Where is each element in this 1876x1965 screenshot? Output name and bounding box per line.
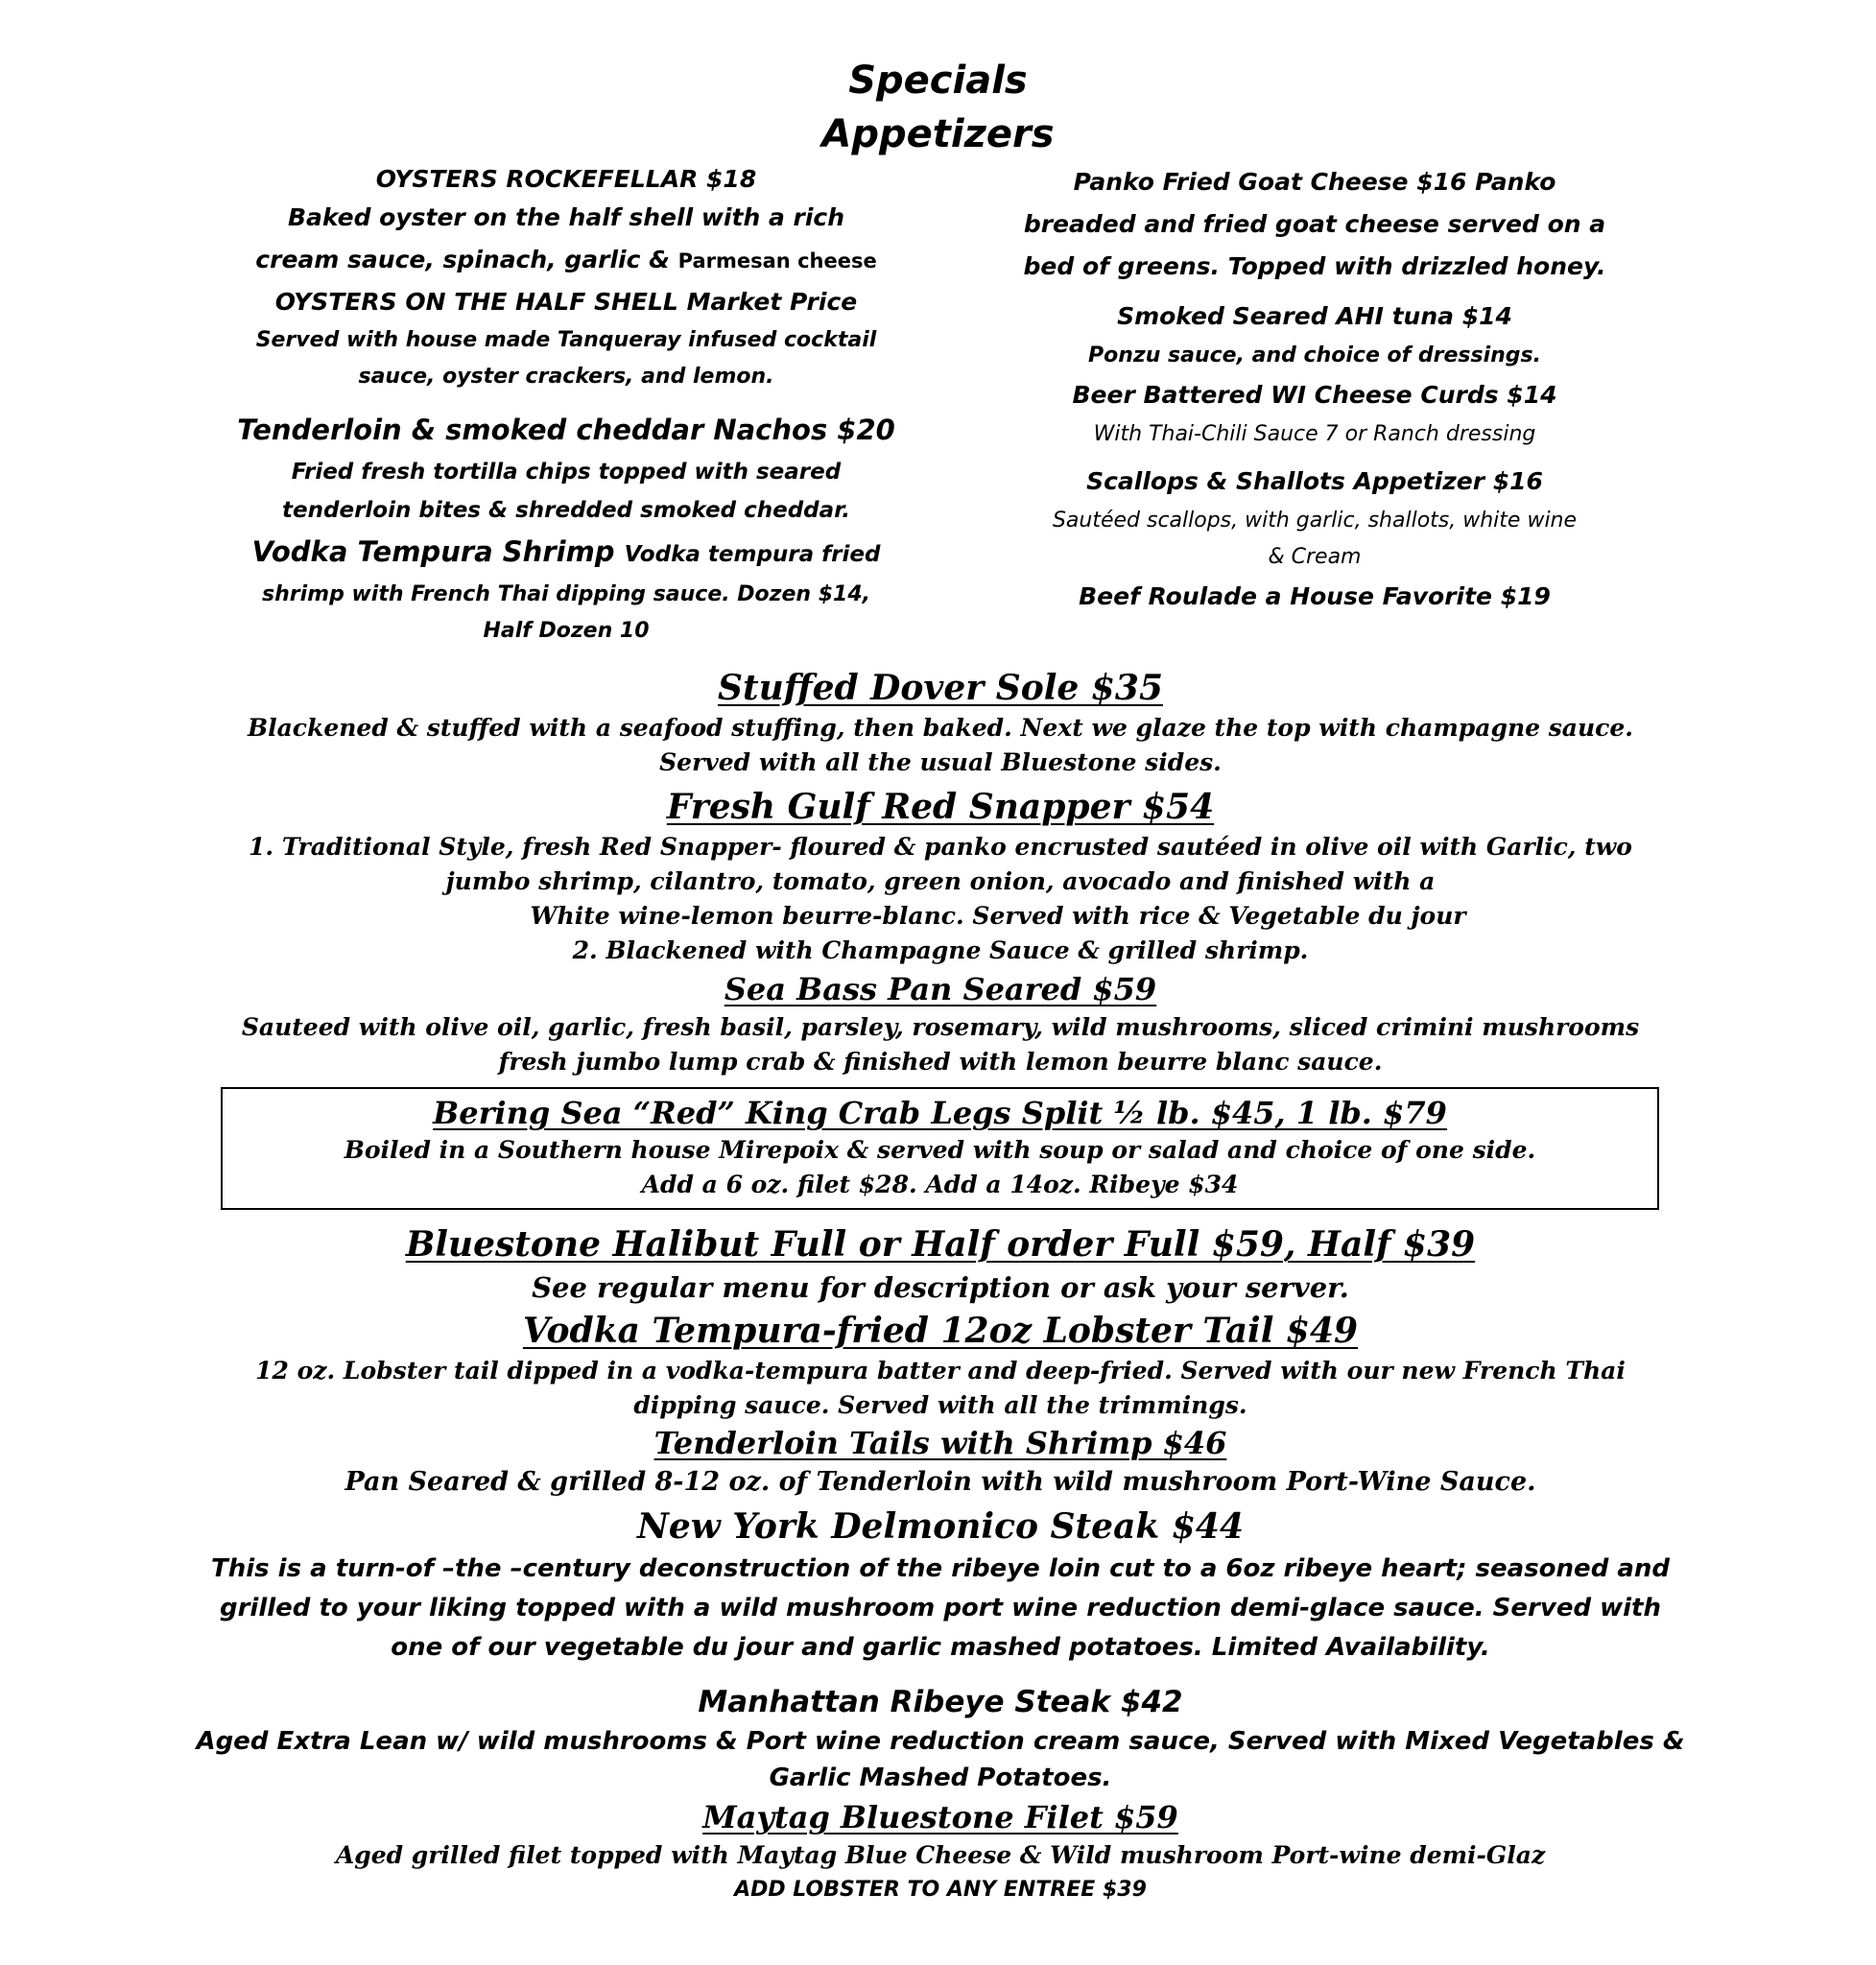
delmonico-desc-3: one of our vegetable du jour and garlic mashed potatoes. Limited Availability. bbox=[391, 1633, 1490, 1662]
scallops-title: Scallops & Shallots Appetizer $16 bbox=[1086, 467, 1543, 495]
sea-bass-desc-1: Sauteed with olive oil, garlic, fresh basil, parsley, rosemary, wild mushrooms, sliced crimini mushrooms bbox=[241, 1013, 1640, 1041]
manhattan-desc-2: Garlic Mashed Potatoes. bbox=[769, 1764, 1112, 1792]
nachos-title: Tenderloin & smoked cheddar Nachos $20 bbox=[237, 414, 895, 446]
oysters-half-shell-desc-2: sauce, oyster crackers, and lemon. bbox=[358, 365, 774, 389]
maytag-desc-1: Aged grilled filet topped with Maytag Blue Cheese & Wild mushroom Port-wine demi-Glaz bbox=[335, 1841, 1546, 1869]
oysters-rockefellar-desc-2-main: cream sauce, spinach, garlic & bbox=[255, 246, 670, 273]
cheese-curds-title: Beer Battered WI Cheese Curds $14 bbox=[1072, 381, 1557, 409]
vodka-shrimp-desc-1: Vodka tempura fried bbox=[624, 542, 881, 567]
delmonico-title: New York Delmonico Steak $44 bbox=[636, 1506, 1245, 1547]
red-snapper-title: Fresh Gulf Red Snapper $54 bbox=[666, 787, 1215, 827]
goat-cheese-desc-3: bed of greens. Topped with drizzled honey. bbox=[1023, 252, 1606, 280]
lobster-tail-desc-2: dipping sauce. Served with all the trimmings. bbox=[633, 1391, 1247, 1419]
king-crab-desc-1: Boiled in a Southern house Mirepoix & served with soup or salad and choice of one side. bbox=[344, 1136, 1536, 1164]
oysters-half-shell-desc-1: Served with house made Tanqueray infused cocktail bbox=[255, 328, 877, 352]
red-snapper-desc-1: 1. Traditional Style, fresh Red Snapper- floured & panko encrusted sautéed in olive oil with Garlic, two bbox=[249, 833, 1632, 861]
manhattan-desc-1: Aged Extra Lean w/ wild mushrooms & Port wine reduction cream sauce, Served with Mixed Vegetables & bbox=[196, 1727, 1685, 1756]
delmonico-desc bbox=[192, 1550, 1689, 1668]
nachos-desc-1: Fried fresh tortilla chips topped with seared bbox=[291, 460, 842, 485]
dover-sole-title: Stuffed Dover Sole $35 bbox=[717, 668, 1163, 708]
tenderloin-tails-desc: Pan Seared & grilled 8-12 oz. of Tenderloin with wild mushroom Port-Wine Sauce. bbox=[344, 1467, 1536, 1497]
nachos-desc-2: tenderloin bites & shredded smoked cheddar. bbox=[282, 498, 850, 523]
sea-bass-desc-2: fresh jumbo lump crab & finished with lemon beurre blanc sauce. bbox=[498, 1048, 1383, 1076]
scallops-desc-2: & Cream bbox=[1268, 545, 1362, 569]
appetizers-left-column bbox=[173, 161, 960, 650]
delmonico-desc-2: grilled to your liking topped with a wild mushroom port wine reduction demi-glace sauce. Served with bbox=[220, 1594, 1661, 1622]
halibut-title: Bluestone Halibut Full or Half order Full $59, Half $39 bbox=[405, 1224, 1476, 1265]
section-title-appetizers: Appetizers bbox=[821, 112, 1055, 156]
lobster-tail-title: Vodka Tempura-fried 12oz Lobster Tail $49 bbox=[522, 1311, 1359, 1351]
maytag-title: Maytag Bluestone Filet $59 bbox=[702, 1799, 1178, 1835]
oysters-rockefellar-desc-2-small: Parmesan cheese bbox=[677, 249, 877, 272]
red-snapper-desc-2: jumbo shrimp, cilantro, tomato, green onion, avocado and finished with a bbox=[445, 867, 1436, 895]
scallops-desc-1: Sautéed scallops, with garlic, shallots, white wine bbox=[1052, 509, 1578, 533]
cheese-curds-desc: With Thai-Chili Sauce 7 or Ranch dressing bbox=[1093, 422, 1536, 446]
halibut-desc: See regular menu for description or ask your server. bbox=[532, 1271, 1349, 1304]
oysters-rockefellar-desc-2 bbox=[173, 239, 960, 282]
oysters-rockefellar-desc-1: Baked oyster on the half shell with a rich bbox=[287, 203, 845, 231]
manhattan-block bbox=[192, 1681, 1689, 1796]
red-snapper-desc-3: White wine-lemon beurre-blanc. Served with rice & Vegetable du jour bbox=[530, 902, 1466, 930]
king-crab-desc-2: Add a 6 oz. filet $28. Add a 14oz. Ribeye $34 bbox=[641, 1171, 1239, 1198]
appetizers-right-column bbox=[960, 161, 1670, 618]
goat-cheese-desc-2: breaded and fried goat cheese served on a bbox=[1023, 210, 1606, 238]
oysters-rockefellar-title: OYSTERS ROCKEFELLAR $18 bbox=[375, 165, 757, 193]
vodka-shrimp-desc-3: Half Dozen 10 bbox=[483, 619, 650, 643]
manhattan-title: Manhattan Ribeye Steak $42 bbox=[698, 1685, 1183, 1719]
vodka-shrimp-title: Vodka Tempura Shrimp bbox=[251, 535, 615, 568]
vodka-shrimp-line-1 bbox=[173, 530, 960, 577]
sea-bass-title: Sea Bass Pan Seared $59 bbox=[724, 971, 1157, 1007]
dover-sole-desc-2: Served with all the usual Bluestone sides. bbox=[659, 748, 1222, 776]
red-snapper-desc-4: 2. Blackened with Champagne Sauce & grilled shrimp. bbox=[572, 936, 1309, 964]
ahi-tuna-desc: Ponzu sauce, and choice of dressings. bbox=[1088, 343, 1541, 367]
king-crab-title: Bering Sea “Red” King Crab Legs Split ½ lb. $45, 1 lb. $79 bbox=[433, 1095, 1447, 1131]
delmonico-desc-1: This is a turn-of –the –century deconstruction of the ribeye loin cut to a 6oz ribeye heart; seasoned and bbox=[210, 1554, 1671, 1583]
vodka-shrimp-desc-2: shrimp with French Thai dipping sauce. Dozen $14, bbox=[262, 582, 870, 606]
beef-roulade-title: Beef Roulade a House Favorite $19 bbox=[1079, 582, 1551, 610]
maytag-desc-2: ADD LOBSTER TO ANY ENTREE $39 bbox=[734, 1878, 1147, 1902]
dover-sole-desc-1: Blackened & stuffed with a seafood stuffing, then baked. Next we glaze the top with champagne sauce. bbox=[247, 714, 1634, 742]
lobster-tail-desc-1: 12 oz. Lobster tail dipped in a vodka-tempura batter and deep-fried. Served with our new French Thai bbox=[255, 1357, 1626, 1385]
page-title: Specials bbox=[848, 59, 1028, 103]
entrees-section bbox=[192, 665, 1689, 1907]
tenderloin-tails-title: Tenderloin Tails with Shrimp $46 bbox=[653, 1425, 1227, 1461]
king-crab-box bbox=[221, 1087, 1659, 1210]
ahi-tuna-title: Smoked Seared AHI tuna $14 bbox=[1117, 302, 1512, 330]
oysters-half-shell-title: OYSTERS ON THE HALF SHELL Market Price bbox=[274, 288, 858, 316]
goat-cheese-desc-1: Panko Fried Goat Cheese $16 Panko bbox=[1073, 168, 1556, 196]
